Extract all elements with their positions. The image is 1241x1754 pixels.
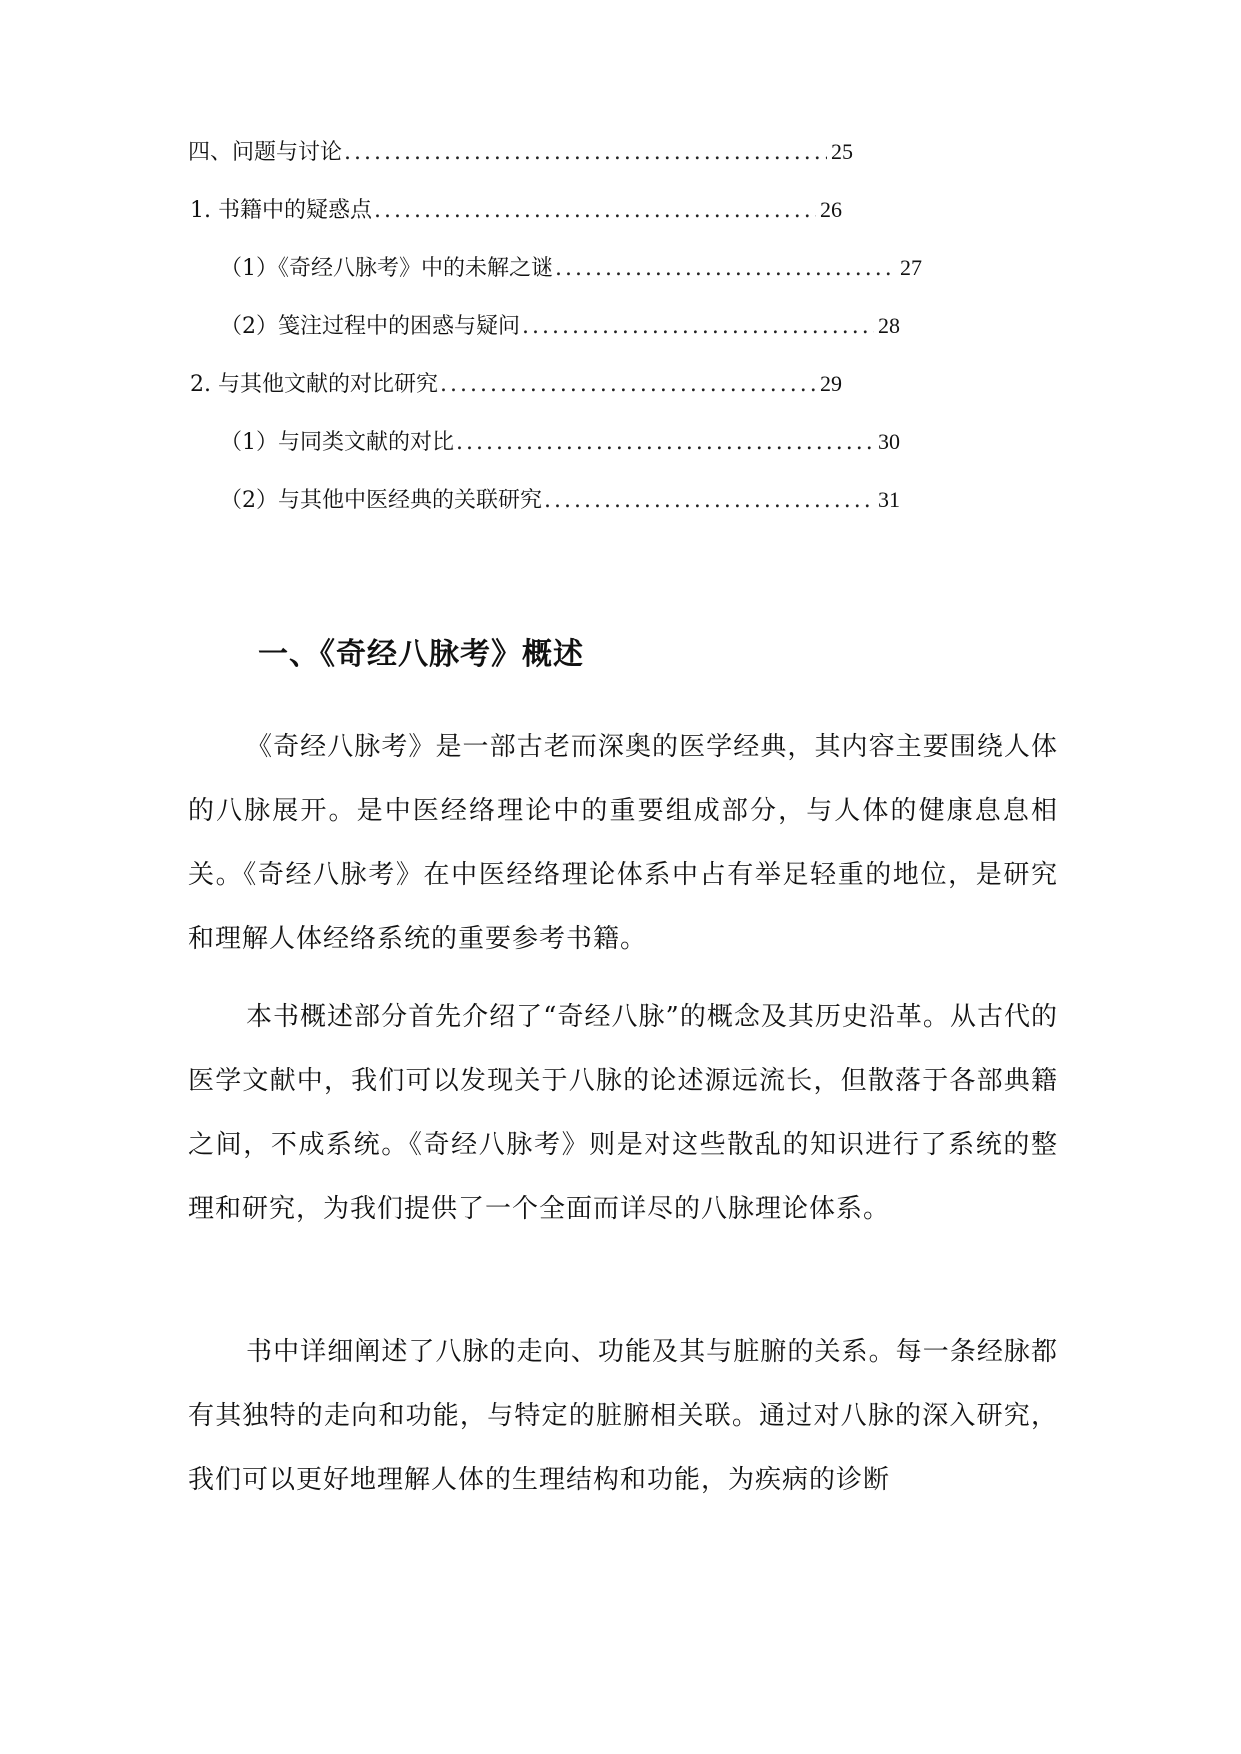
body-paragraph: 书中详细阐述了八脉的走向、功能及其与脏腑的关系。每一条经脉都有其独特的走向和功能，与特定的脏腑相关联。通过对八脉的深入研究，我们可以更好地理解人体的生理结构和功能，为疾病的诊断 — [188, 1337, 1058, 1495]
toc-entry-page: 27 — [900, 255, 922, 280]
toc-entry-page: 28 — [878, 313, 900, 338]
toc-entry-page: 26 — [820, 197, 842, 222]
toc-entry[interactable] — [190, 194, 842, 226]
toc-entry-label: （2）与其他中医经典的关联研究 — [220, 488, 542, 513]
toc-entry-page: 31 — [878, 487, 900, 512]
toc-entry[interactable] — [188, 136, 853, 168]
toc-leader-dots — [520, 311, 874, 343]
toc-leader-dots — [553, 253, 896, 285]
toc-entry-label: 1. 书籍中的疑惑点 — [190, 198, 372, 223]
body-paragraph: 本书概述部分首先介绍了“奇经八脉”的概念及其历史沿革。从古代的医学文献中，我们可以发现关于八脉的论述源远流长，但散落于各部典籍之间，不成系统。《奇经八脉考》则是对这些散乱的知识进行了系统的整理和研究，为我们提供了一个全面而详尽的八脉理论体系。 — [188, 1002, 1058, 1224]
section-heading: 一、《奇经八脉考》概述 — [258, 637, 584, 672]
toc-leader-dots — [438, 369, 816, 401]
toc-entry-label: 四、问题与讨论 — [188, 140, 343, 165]
toc-entry-label: （1）与同类文献的对比 — [220, 430, 454, 455]
toc-leader-dots — [342, 137, 827, 169]
toc-entry-page: 25 — [831, 139, 853, 164]
toc-entry[interactable] — [220, 426, 900, 458]
toc-entry-label: （2）笺注过程中的困惑与疑问 — [220, 314, 520, 339]
toc-leader-dots — [372, 195, 816, 227]
toc-entry-label: 2. 与其他文献的对比研究 — [190, 372, 438, 397]
toc-entry-label: （1）《奇经八脉考》中的未解之谜 — [220, 256, 553, 281]
toc-entry[interactable] — [220, 310, 900, 342]
toc-entry-page: 29 — [820, 371, 842, 396]
toc-entry[interactable] — [220, 252, 922, 284]
toc-leader-dots — [542, 485, 874, 517]
toc-entry-page: 30 — [878, 429, 900, 454]
toc-entry[interactable] — [190, 368, 842, 400]
toc-leader-dots — [454, 427, 874, 459]
toc-entry[interactable] — [220, 484, 900, 516]
body-paragraph: 《奇经八脉考》是一部古老而深奥的医学经典，其内容主要围绕人体的八脉展开。是中医经络理论中的重要组成部分，与人体的健康息息相关。《奇经八脉考》在中医经络理论体系中占有举足轻重的地位，是研究和理解人体经络系统的重要参考书籍。 — [188, 732, 1058, 954]
